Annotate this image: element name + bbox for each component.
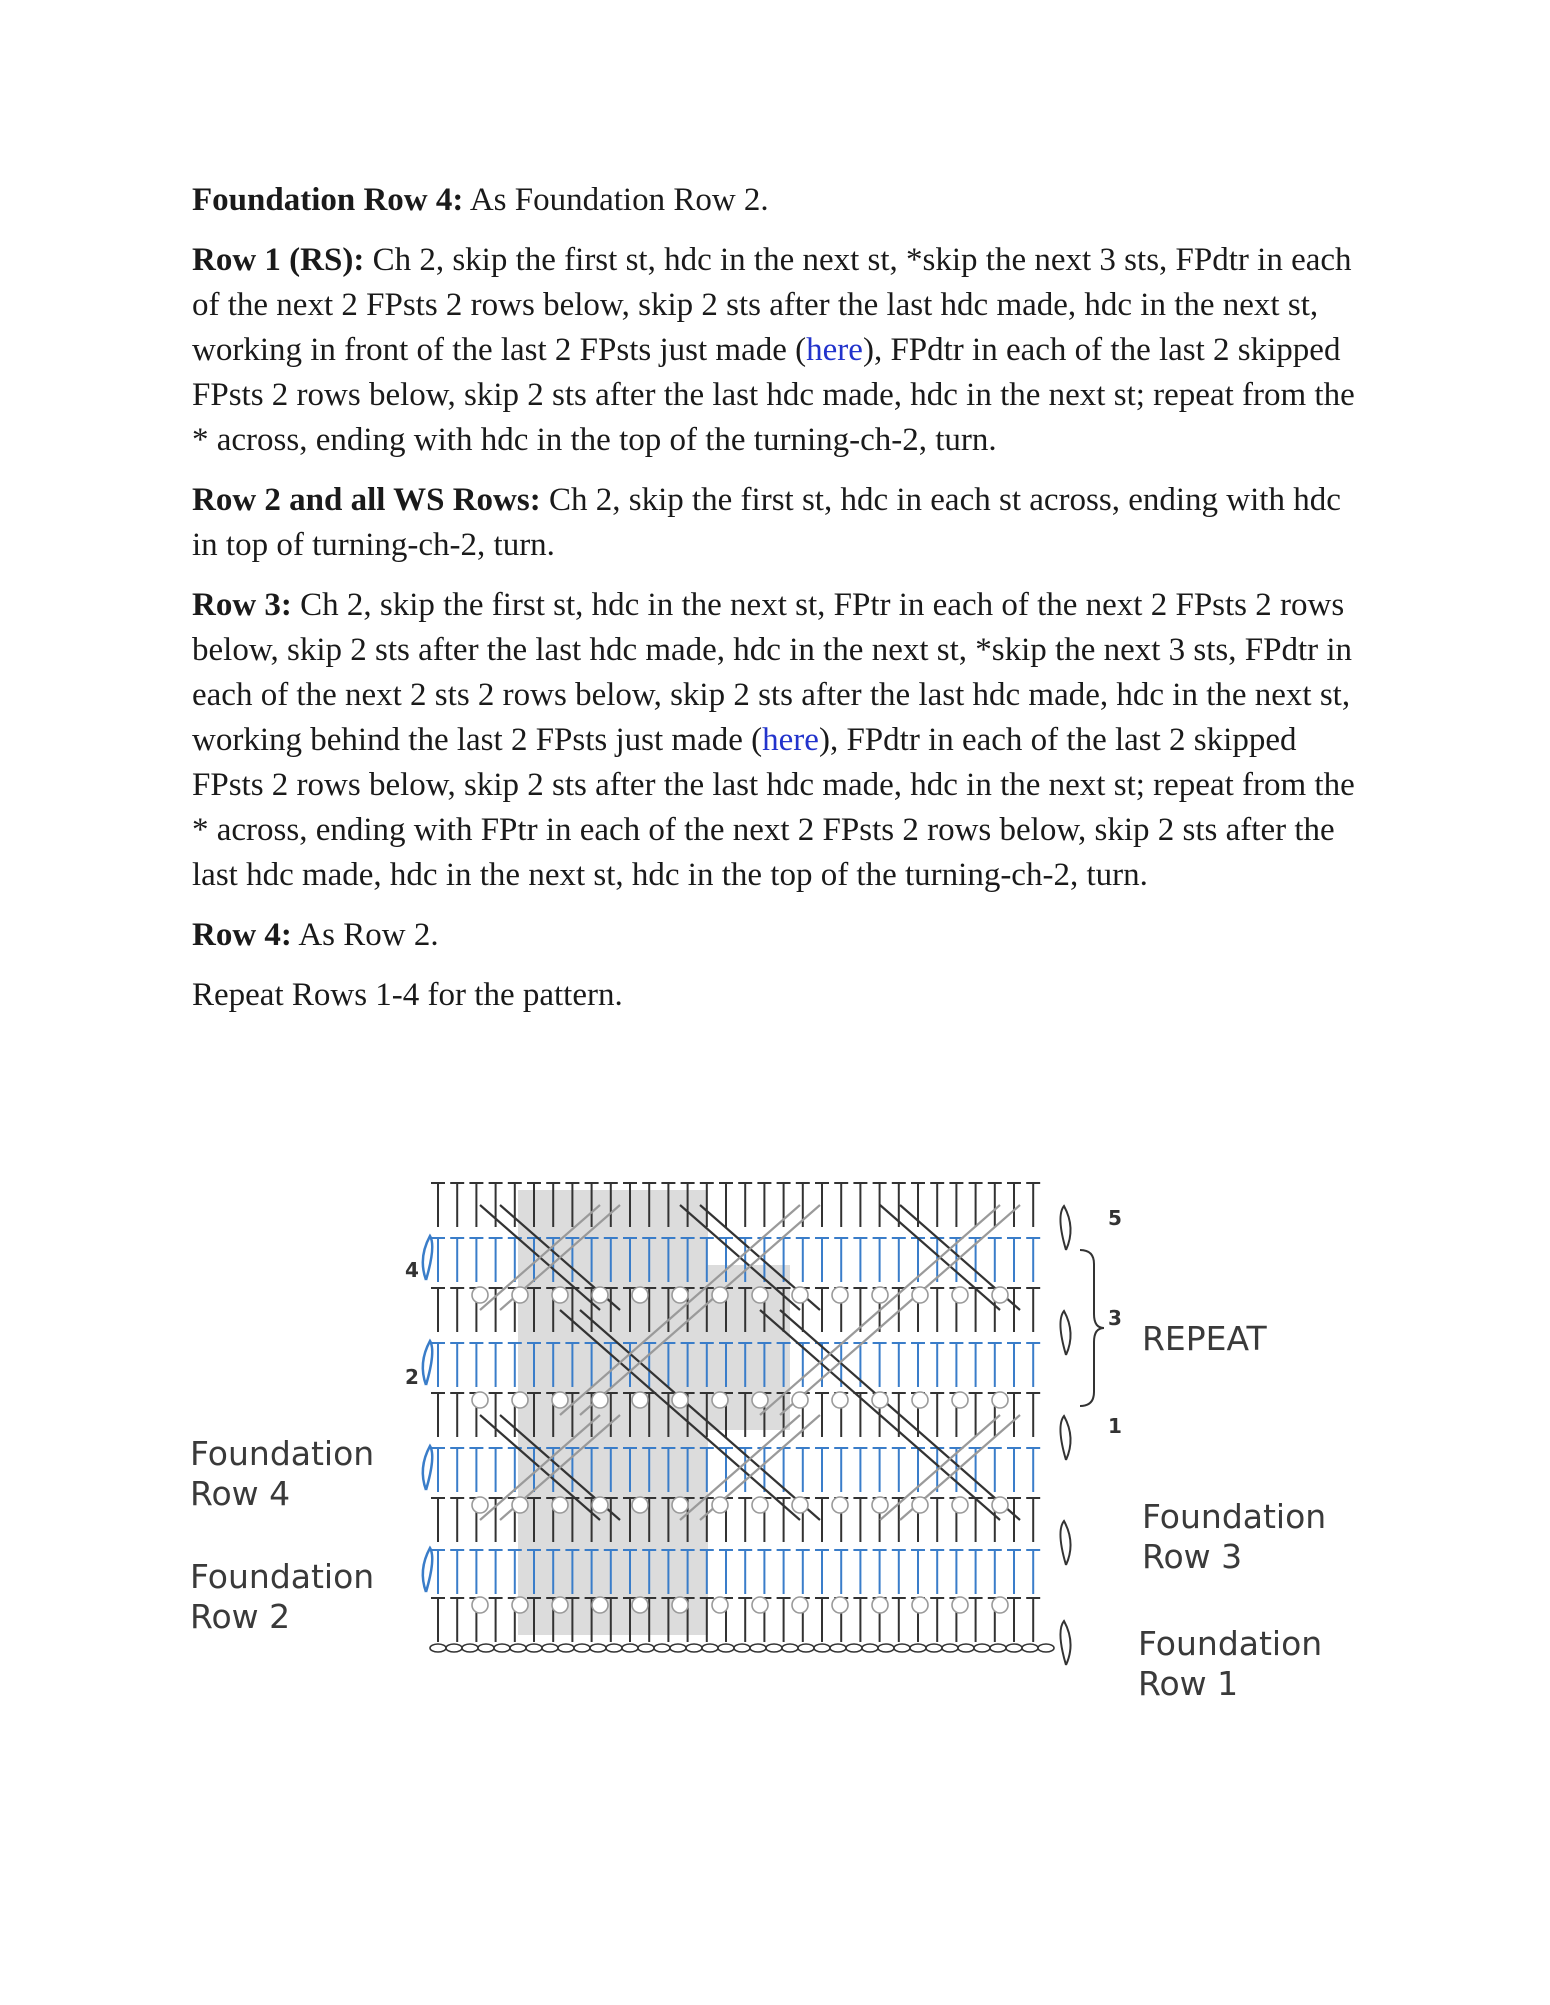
fp-post-marker (472, 1597, 488, 1613)
fp-post-marker (912, 1287, 928, 1303)
fp-post-marker (752, 1497, 768, 1513)
fp-post-marker (512, 1287, 528, 1303)
row-number-4: 4 (405, 1258, 419, 1282)
foundation-chain-loop (462, 1644, 478, 1652)
fp-post-marker (912, 1597, 928, 1613)
foundation-chain-loop (574, 1644, 590, 1652)
instruction-title: Foundation Row 4: (192, 182, 464, 218)
foundation-chain-loop (510, 1644, 526, 1652)
fp-post-marker (752, 1287, 768, 1303)
instruction-body: As Row 2. (298, 917, 439, 953)
fp-post-marker (512, 1597, 528, 1613)
foundation-chain-loop (542, 1644, 558, 1652)
pattern-instructions (192, 178, 1372, 1033)
fp-post-marker (792, 1392, 808, 1408)
instruction-title: Row 2 and all WS Rows: (192, 482, 541, 518)
foundation-chain-loop (894, 1644, 910, 1652)
turning-chain-left-2 (423, 1446, 432, 1490)
foundation-chain-loop (926, 1644, 942, 1652)
turning-chain-left-3 (423, 1548, 432, 1592)
turning-chain-right-4 (1060, 1621, 1070, 1665)
instruction-row-2-ws (192, 478, 1372, 568)
foundation-chain-loop (638, 1644, 654, 1652)
repeat-brace (1080, 1250, 1104, 1406)
instruction-body: Repeat Rows 1-4 for the pattern. (192, 977, 623, 1013)
fp-post-marker (992, 1287, 1008, 1303)
foundation-chain-loop (974, 1644, 990, 1652)
foundation-chain-loop (1022, 1644, 1038, 1652)
foundation-chain-loop (990, 1644, 1006, 1652)
foundation-chain-loop (590, 1644, 606, 1652)
fp-post-marker (752, 1392, 768, 1408)
here-link[interactable]: here (806, 332, 863, 368)
foundation-chain-loop (862, 1644, 878, 1652)
foundation-chain-loop (702, 1644, 718, 1652)
foundation-chain-loop (718, 1644, 734, 1652)
fp-post-marker (792, 1287, 808, 1303)
fp-post-marker (512, 1497, 528, 1513)
fp-post-marker (472, 1287, 488, 1303)
turning-chain-right-1 (1060, 1311, 1070, 1355)
turning-chain-right-3 (1060, 1521, 1070, 1565)
fp-post-marker (592, 1497, 608, 1513)
fp-post-marker (552, 1392, 568, 1408)
fp-post-marker (752, 1597, 768, 1613)
instruction-body: Ch 2, skip the first st, hdc in each st across, ending with hdc in top of turning-ch-2, turn. (192, 482, 1341, 563)
row-number-5: 5 (1108, 1206, 1122, 1230)
foundation-chain-loop (734, 1644, 750, 1652)
foundation-chain-loop (878, 1644, 894, 1652)
fp-post-marker (832, 1597, 848, 1613)
label-foundation-row-2-line2: Row 2 (190, 1597, 291, 1636)
label-foundation-row-1-line2: Row 1 (1138, 1664, 1239, 1703)
fp-post-marker (792, 1597, 808, 1613)
row-number-1: 1 (1108, 1414, 1122, 1438)
foundation-chain-loop (606, 1644, 622, 1652)
fp-post-marker (632, 1392, 648, 1408)
foundation-chain-loop (494, 1644, 510, 1652)
fp-post-marker (672, 1597, 688, 1613)
foundation-chain-loop (910, 1644, 926, 1652)
instruction-row-3: Row 3: Ch 2, skip the first st, hdc in the next st, FPtr in each of the next 2 FPsts 2 rows below, skip 2 sts after the last hdc made, hdc in the next st, *skip the next 3 sts, FPdtr in each of the next 2 sts 2 rows below, skip 2 sts after the last hdc made, hdc in the next st, working behind the last 2 FPsts just made (here), FPdtr in each of the last 2 skipped FPsts 2 rows below, skip 2 sts after the last hdc made, hdc in the next st; repeat from the * across, ending with FPtr in each of the next 2 FPsts 2 rows below, skip 2 sts after the last hdc made, hdc in the next st, hdc in the top of the turning-ch-2, turn. (192, 587, 1355, 893)
instruction-body-continued: , FPdtr in each of the last 2 skipped FPsts 2 rows below, skip 2 sts after the last hdc made, hdc in the next st; repeat from the * across, ending with hdc in the top of the turning-ch-2, turn. (192, 332, 1355, 458)
foundation-chain-loop (782, 1644, 798, 1652)
foundation-chain-loop (750, 1644, 766, 1652)
fp-post-marker (952, 1497, 968, 1513)
foundation-chain-loop (846, 1644, 862, 1652)
instruction-foundation-row-4 (192, 178, 1372, 223)
foundation-chain-loop (446, 1644, 462, 1652)
fp-post-marker (472, 1497, 488, 1513)
foundation-chain-loop (670, 1644, 686, 1652)
foundation-chain-loop (814, 1644, 830, 1652)
foundation-chain-loop (558, 1644, 574, 1652)
instruction-row-4 (192, 913, 1372, 958)
foundation-chain-loop (958, 1644, 974, 1652)
fp-post-marker (832, 1497, 848, 1513)
instruction-repeat (192, 973, 1372, 1018)
foundation-chain-loop (798, 1644, 814, 1652)
instruction-row-1: Row 1 (RS): Ch 2, skip the first st, hdc in the next st, *skip the next 3 sts, FPdtr in each of the next 2 FPsts 2 rows below, skip 2 sts after the last hdc made, hdc in the next st, working in front of the last 2 FPsts just made (here), FPdtr in each of the last 2 skipped FPsts 2 rows below, skip 2 sts after the last hdc made, hdc in the next st; repeat from the * across, ending with hdc in the top of the turning-ch-2, turn. (192, 242, 1355, 458)
row-number-3: 3 (1108, 1306, 1122, 1330)
foundation-chain-loop (430, 1644, 446, 1652)
fp-post-marker (832, 1392, 848, 1408)
fp-post-marker (872, 1597, 888, 1613)
foundation-chain-loop (478, 1644, 494, 1652)
instruction-title: Row 4: (192, 917, 292, 953)
label-foundation-row-1-line1: Foundation (1138, 1624, 1323, 1663)
fp-post-marker (632, 1287, 648, 1303)
label-foundation-row-3-line2: Row 3 (1142, 1537, 1243, 1576)
foundation-chain-loop (942, 1644, 958, 1652)
fp-post-marker (712, 1392, 728, 1408)
turning-chain-left-0 (423, 1236, 432, 1280)
stitch-diagram (180, 1180, 1360, 1800)
fp-post-marker (952, 1287, 968, 1303)
instruction-body-continued: , FPdtr in each of the last 2 skipped FPsts 2 rows below, skip 2 sts after the last hdc made, hdc in the next st; repeat from the * across, ending with FPtr in each of the next 2 FPsts 2 rows below, skip 2 sts after the last hdc made, hdc in the next st, hdc in the top of the turning-ch-2, turn. (192, 722, 1355, 893)
fp-post-marker (992, 1597, 1008, 1613)
fp-post-marker (872, 1392, 888, 1408)
fp-post-marker (832, 1287, 848, 1303)
instruction-body: As Foundation Row 2. (469, 182, 769, 218)
fp-post-marker (552, 1287, 568, 1303)
fp-post-marker (672, 1497, 688, 1513)
turning-chain-left-1 (423, 1341, 432, 1385)
label-foundation-row-4-line2: Row 4 (190, 1474, 291, 1513)
fp-post-marker (952, 1392, 968, 1408)
foundation-chain-loop (622, 1644, 638, 1652)
row-number-2: 2 (405, 1365, 419, 1389)
fp-post-marker (632, 1597, 648, 1613)
foundation-chain-loop (766, 1644, 782, 1652)
fp-post-marker (592, 1597, 608, 1613)
turning-chain-right-2 (1060, 1416, 1070, 1460)
instruction-body: Ch 2, skip the first st, hdc in the next st, FPtr in each of the next 2 FPsts 2 rows below, skip 2 sts after the last hdc made, hdc in the next st, *skip the next 3 sts, FPdtr in each of the next 2 sts 2 rows below, skip 2 sts after the last hdc made, hdc in the next st, working behind the last 2 FPsts just made (192, 587, 1353, 758)
fp-post-marker (712, 1597, 728, 1613)
fp-post-marker (712, 1287, 728, 1303)
foundation-chain-loop (1006, 1644, 1022, 1652)
fp-post-marker (912, 1392, 928, 1408)
fp-post-marker (992, 1497, 1008, 1513)
foundation-chain-loop (830, 1644, 846, 1652)
fp-post-marker (592, 1392, 608, 1408)
foundation-chain-loop (1038, 1644, 1054, 1652)
label-repeat: REPEAT (1142, 1319, 1267, 1358)
instruction-title: Row 3: (192, 587, 292, 623)
foundation-chain-loop (686, 1644, 702, 1652)
fp-post-marker (872, 1497, 888, 1513)
label-foundation-row-4-line1: Foundation (190, 1434, 375, 1473)
fp-post-marker (992, 1392, 1008, 1408)
fp-post-marker (552, 1597, 568, 1613)
fp-post-marker (912, 1497, 928, 1513)
label-foundation-row-3-line1: Foundation (1142, 1497, 1327, 1536)
instruction-title: Row 1 (RS): (192, 242, 365, 278)
fp-post-marker (792, 1497, 808, 1513)
fp-post-marker (952, 1597, 968, 1613)
instruction-body: Ch 2, skip the first st, hdc in the next st, *skip the next 3 sts, FPdtr in each of the next 2 FPsts 2 rows below, skip 2 sts after the last hdc made, hdc in the next st, working in front of the last 2 FPsts just made (192, 242, 1352, 368)
label-foundation-row-2-line1: Foundation (190, 1557, 375, 1596)
fp-post-marker (552, 1497, 568, 1513)
fp-post-marker (632, 1497, 648, 1513)
fp-post-marker (512, 1392, 528, 1408)
foundation-chain-loop (526, 1644, 542, 1652)
fp-post-marker (592, 1287, 608, 1303)
fp-post-marker (472, 1392, 488, 1408)
turning-chain-right-0 (1060, 1206, 1070, 1250)
foundation-chain-loop (654, 1644, 670, 1652)
fp-post-marker (712, 1497, 728, 1513)
here-link[interactable]: here (762, 722, 819, 758)
fp-post-marker (672, 1392, 688, 1408)
fp-post-marker (672, 1287, 688, 1303)
fp-post-marker (872, 1287, 888, 1303)
